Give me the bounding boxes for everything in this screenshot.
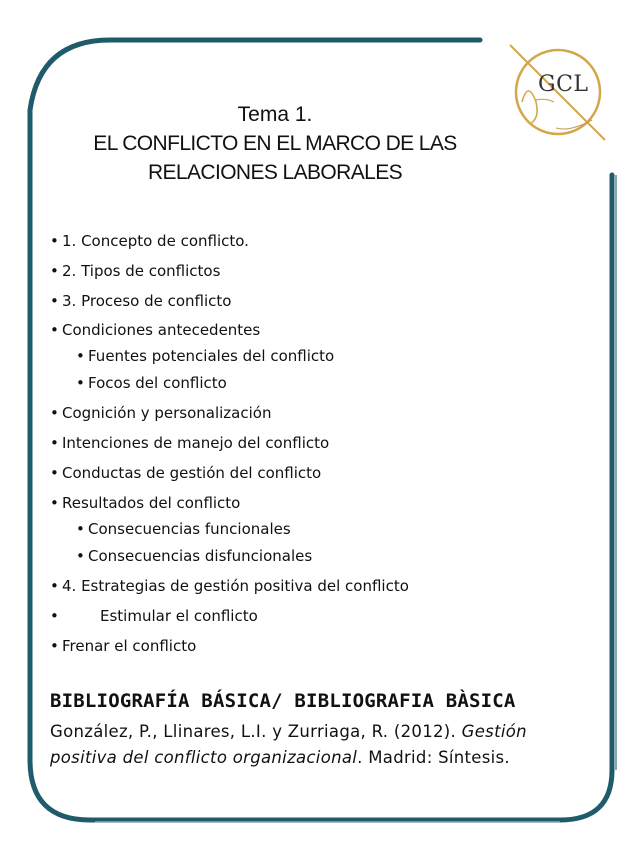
bibliography-line-2: positiva del conflicto organizacional. Madrid: Síntesis. [50,748,510,767]
title-line-2: EL CONFLICTO EN EL MARCO DE LAS [93,132,457,155]
list-item-sub: • Fuentes potenciales del conflicto [76,347,335,365]
list-item: • 4. Estrategias de gestión positiva del conflicto [50,577,409,595]
list-item: • Resultados del conflicto [50,494,241,512]
list-item: • 2. Tipos de conflictos [50,262,221,280]
list-item: • 1. Concepto de conflicto. [50,232,249,250]
list-item: • Frenar el conflicto [50,637,197,655]
list-item: • Estimular el conflicto [50,607,258,625]
logo-text: GCL [538,72,589,97]
list-item-sub: • Consecuencias funcionales [76,520,291,538]
list-item: • Condiciones antecedentes [50,321,261,339]
list-item-sub: • Focos del conflicto [76,374,227,392]
title-line-3: RELACIONES LABORALES [147,161,403,184]
page-title [40,100,510,187]
list-item: • Intenciones de manejo del conflicto [50,434,330,452]
list-item: • 3. Proceso de conflicto [50,292,232,310]
list-item: • Conductas de gestión del conflicto [50,464,322,482]
bibliography-line-1: González, P., Llinares, L.I. y Zurriaga, R. (2012). Gestión [50,722,527,741]
bibliography-heading: BIBLIOGRAFÍA BÁSICA/ BIBLIOGRAFIA BÀSICA [50,690,516,712]
list-item-sub: • Consecuencias disfuncionales [76,547,313,565]
list-item: • Cognición y personalización [50,404,272,422]
title-line-1: Tema 1. [237,103,313,126]
